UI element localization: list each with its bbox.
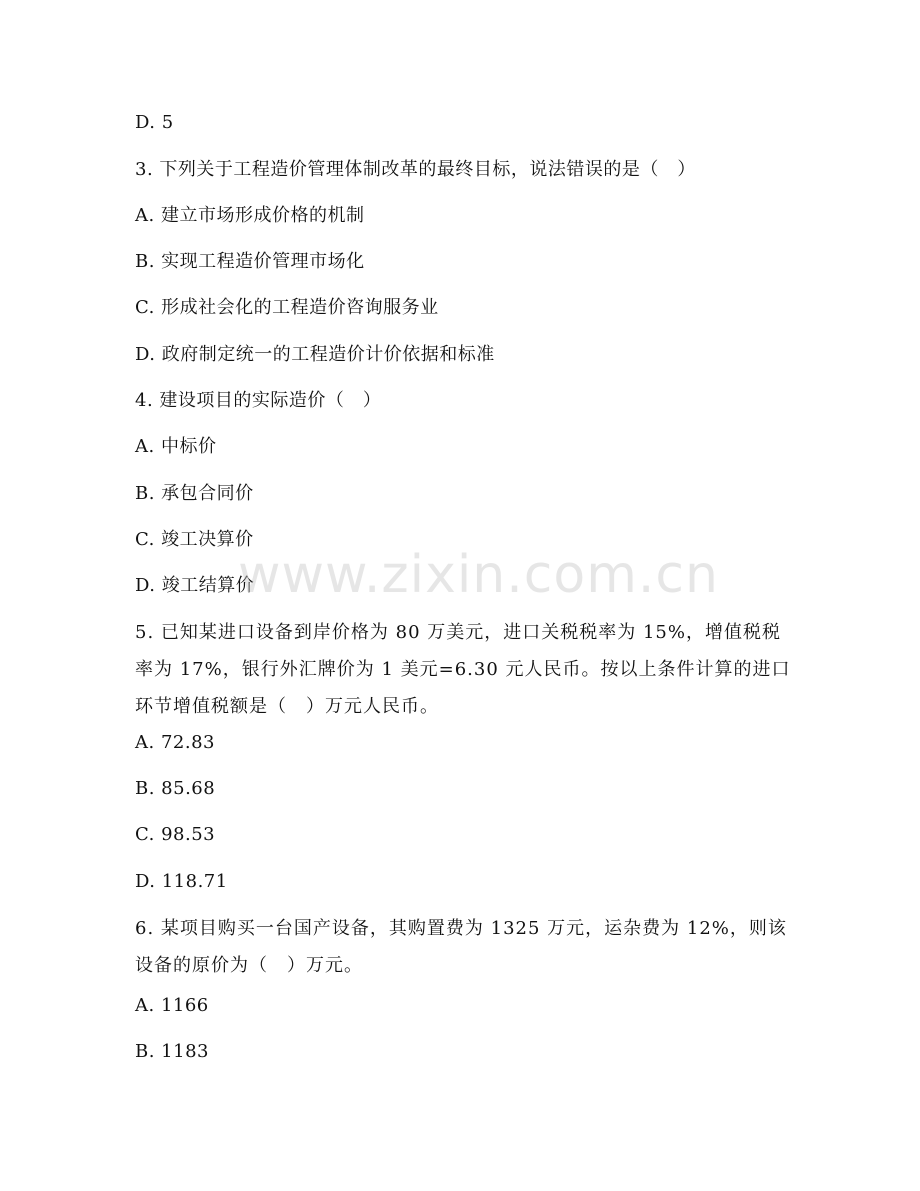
question-4-stem: 4. 建设项目的实际造价（ ） — [135, 390, 382, 411]
question-3-option-c: C. 形成社会化的工程造价咨询服务业 — [135, 297, 439, 318]
question-3-option-d: D. 政府制定统一的工程造价计价依据和标准 — [135, 344, 495, 365]
question-4-option-a: A. 中标价 — [135, 436, 217, 457]
question-3-stem: 3. 下列关于工程造价管理体制改革的最终目标，说法错误的是（ ） — [135, 159, 696, 180]
question-5-option-a: A. 72.83 — [135, 732, 215, 753]
question-2-option-d: D. 5 — [135, 112, 174, 133]
question-6-option-a: A. 1166 — [135, 995, 209, 1016]
question-5-option-c: C. 98.53 — [135, 824, 216, 845]
question-6-stem: 6. 某项目购买一台国产设备，其购置费为 1325 万元，运杂费为 12%，则该设备的原价为（ ）万元。 — [135, 918, 787, 976]
watermark: www.zixin.com.cn — [238, 545, 719, 605]
question-4-option-b: B. 承包合同价 — [135, 483, 254, 504]
question-5-option-d: D. 118.71 — [135, 871, 228, 892]
question-5-option-b: B. 85.68 — [135, 778, 216, 799]
question-3-option-a: A. 建立市场形成价格的机制 — [135, 205, 365, 226]
question-3-option-b: B. 实现工程造价管理市场化 — [135, 251, 365, 272]
question-4-option-d: D. 竣工结算价 — [135, 575, 255, 596]
question-6-option-b: B. 1183 — [135, 1041, 209, 1062]
question-5-stem: 5. 已知某进口设备到岸价格为 80 万美元，进口关税税率为 15%，增值税税率为 17%，银行外汇牌价为 1 美元=6.30 元人民币。按以上条件计算的进口环节增值税额是（ ）万元人民币。 — [135, 622, 791, 717]
question-4-option-c: C. 竣工决算价 — [135, 529, 254, 550]
